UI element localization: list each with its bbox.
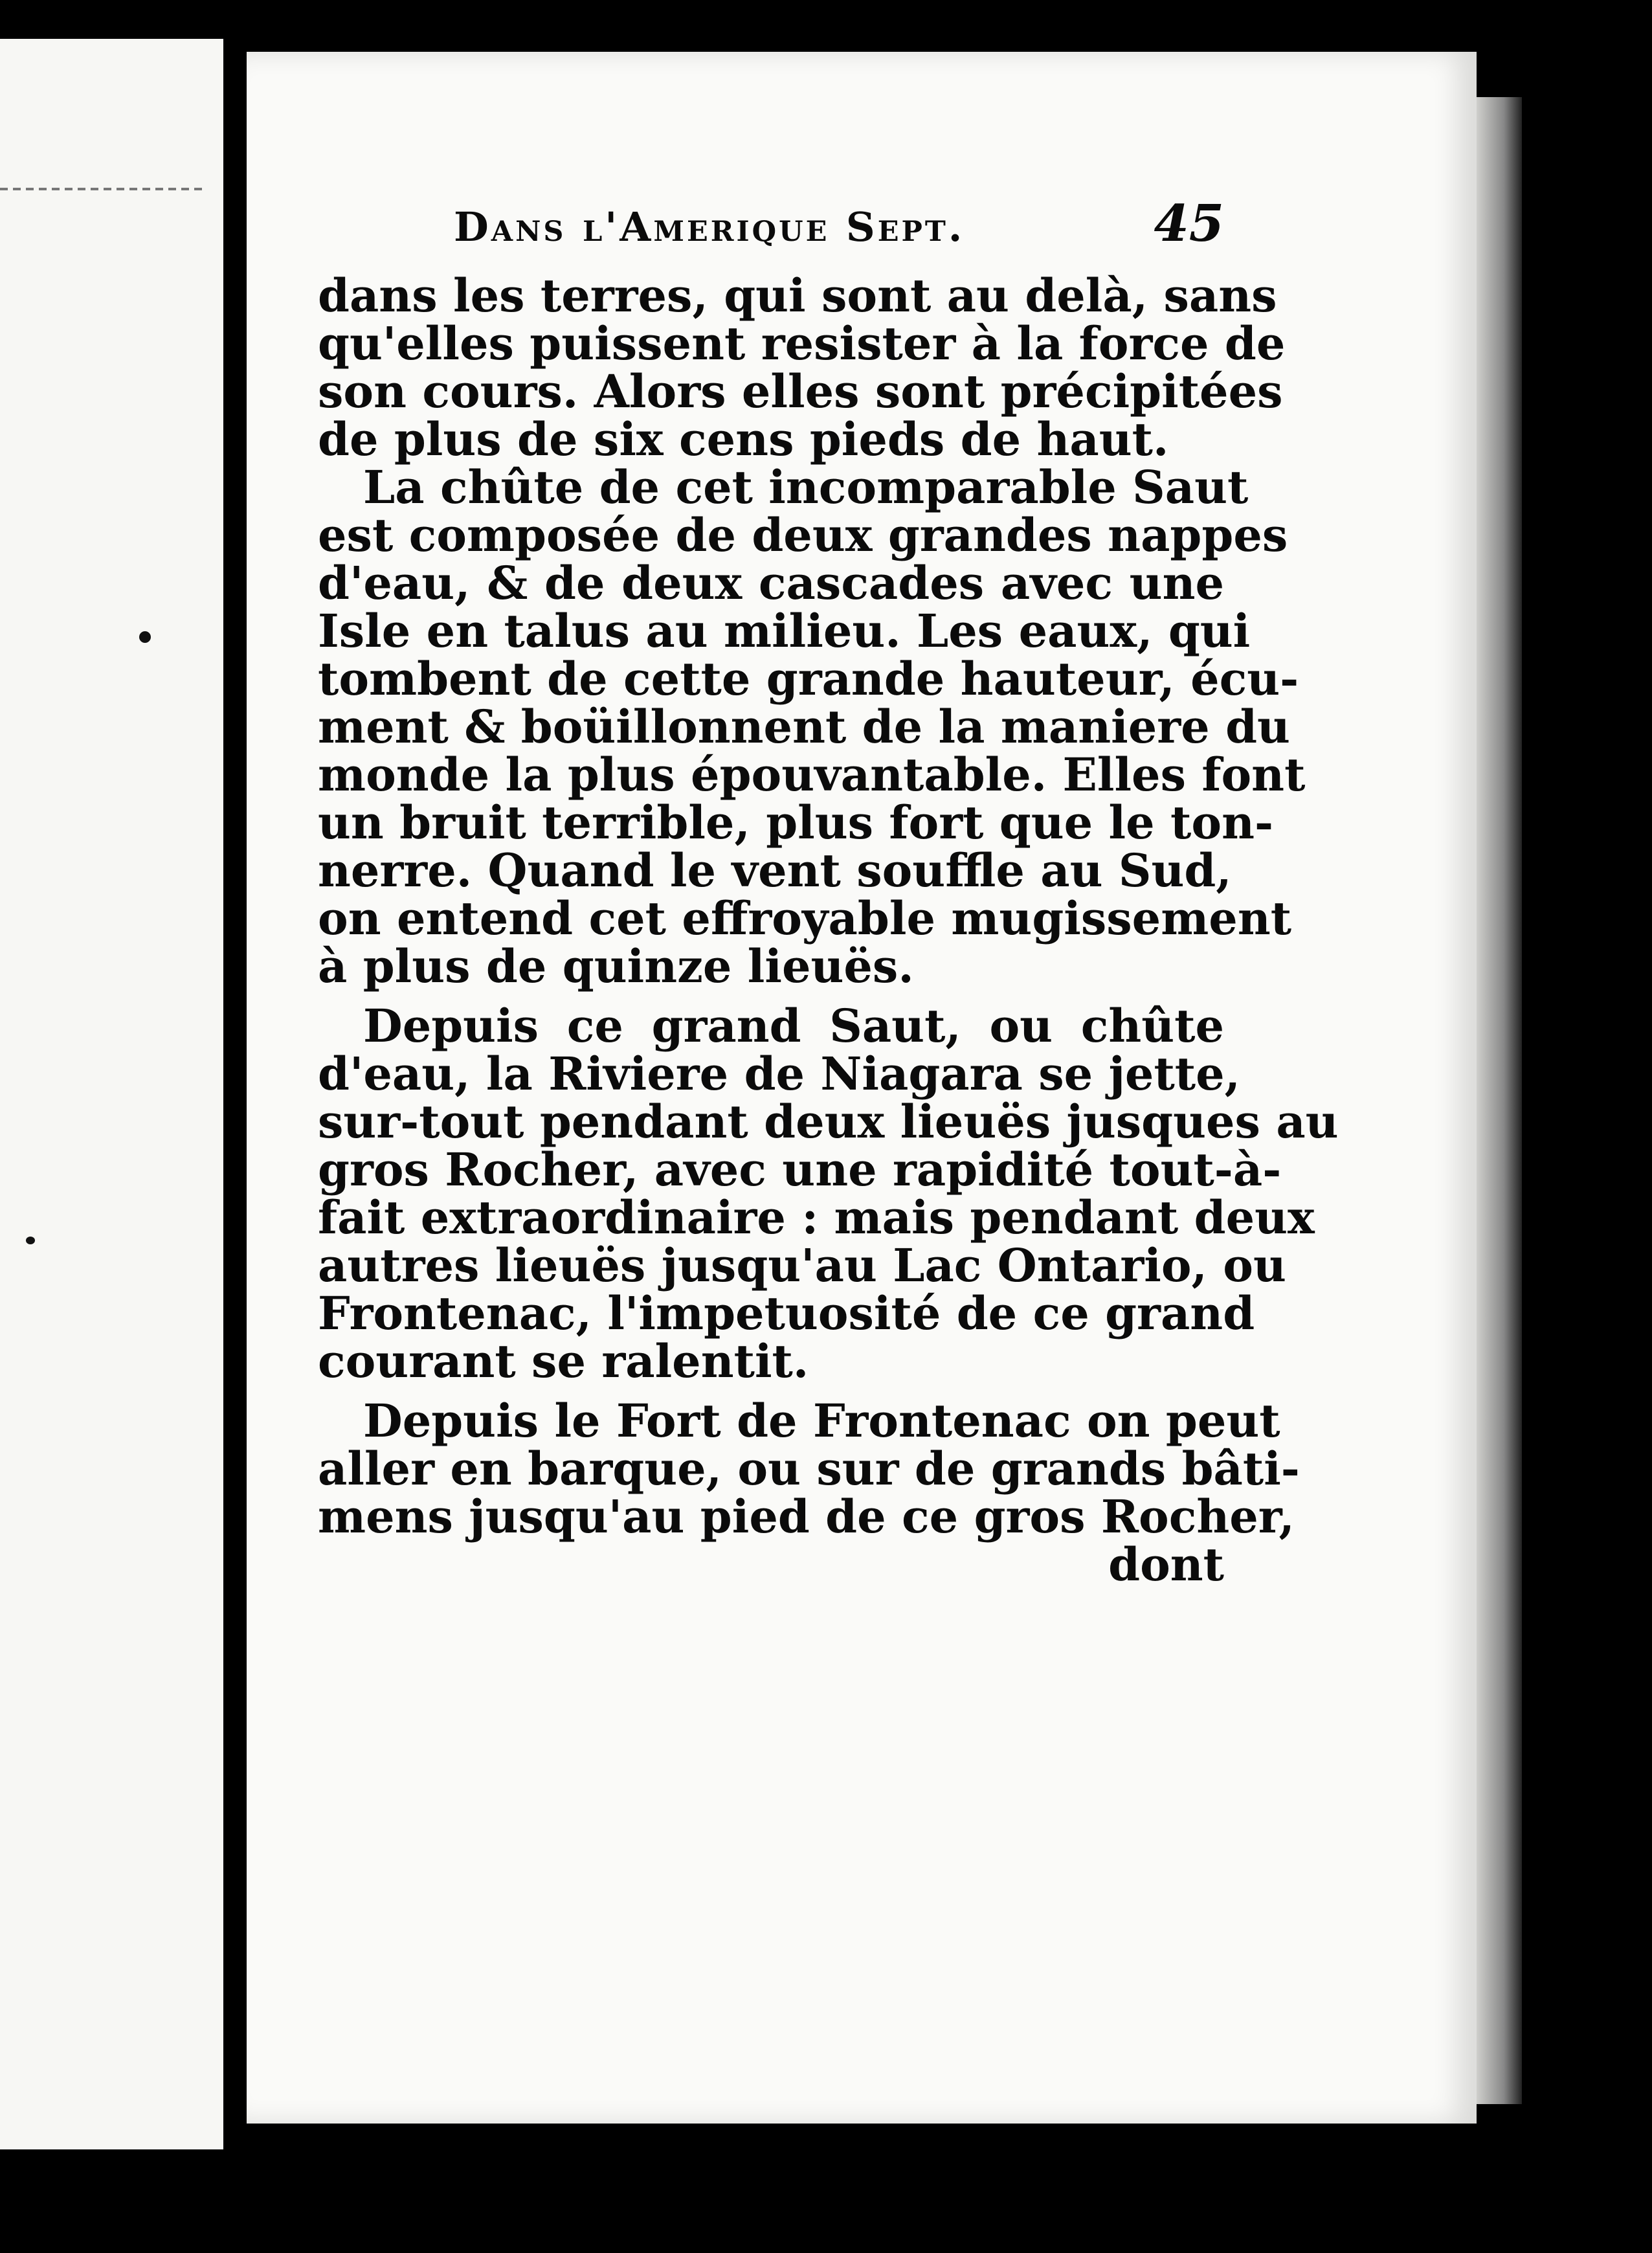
paragraph (318, 1394, 1300, 1543)
text-line: est composée de deux grandes nappes (318, 508, 1288, 562)
text-line: Isle en talus au milieu. Les eaux, qui (318, 604, 1251, 658)
paragraph (318, 460, 1306, 993)
text-line: de plus de six cens pieds de haut. (318, 412, 1169, 466)
text-line: monde la plus épouvantable. Elles font (318, 748, 1306, 801)
text-line: d'eau, & de deux cascades avec une (318, 556, 1224, 610)
text-line: La chûte de cet incomparable Saut (363, 460, 1249, 514)
text-line: on entend cet effroyable mugissement (318, 891, 1292, 945)
book-page (247, 52, 1477, 2124)
text-line: courant se ralentit. (318, 1334, 809, 1388)
book-gutter (223, 26, 247, 2162)
text-line: mens jusqu'au pied de ce gros Rocher, (318, 1490, 1295, 1543)
catchword: dont (1108, 1538, 1224, 1591)
page-edge-shadow (1477, 97, 1522, 2104)
paragraph (318, 269, 1286, 466)
text-line: d'eau, la Riviere de Niagara se jette, (318, 1047, 1241, 1101)
text-line: aller en barque, ou sur de grands bâti- (318, 1442, 1300, 1496)
left-page-fragment (0, 39, 227, 2149)
text-line: Frontenac, l'impetuosité de ce grand (318, 1286, 1255, 1340)
running-head (318, 194, 1224, 272)
page-rule (0, 188, 207, 190)
text-line: ment & boüillonnent de la maniere du (318, 700, 1290, 754)
text-line: Depuis ce grand Saut, ou chûte (363, 999, 1224, 1053)
paragraph (318, 999, 1339, 1388)
text-line: Depuis le Fort de Frontenac on peut (363, 1394, 1280, 1448)
text-line: gros Rocher, avec une rapidité tout-à- (318, 1143, 1282, 1196)
ink-spot (139, 631, 151, 643)
text-line: un bruit terrible, plus fort que le ton- (318, 796, 1274, 849)
text-line: fait extraordinaire : mais pendant deux (318, 1191, 1315, 1244)
running-title: Dans l'Amerique Sept. (454, 203, 965, 251)
text-line: autres lieuës jusqu'au Lac Ontario, ou (318, 1239, 1286, 1292)
ink-spot (26, 1237, 35, 1244)
text-line: sur-tout pendant deux lieuës jusques au (318, 1095, 1339, 1149)
text-line: à plus de quinze lieuës. (318, 939, 914, 993)
text-line: tombent de cette grande hauteur, écu- (318, 652, 1299, 706)
text-line: qu'elles puissent resister à la force de (318, 317, 1286, 370)
text-line: nerre. Quand le vent souffle au Sud, (318, 844, 1232, 897)
text-line: son cours. Alors elles sont précipitées (318, 364, 1283, 418)
page-text (318, 194, 1339, 1591)
text-line: dans les terres, qui sont au delà, sans (318, 269, 1277, 322)
page-number: 45 (1154, 194, 1224, 253)
